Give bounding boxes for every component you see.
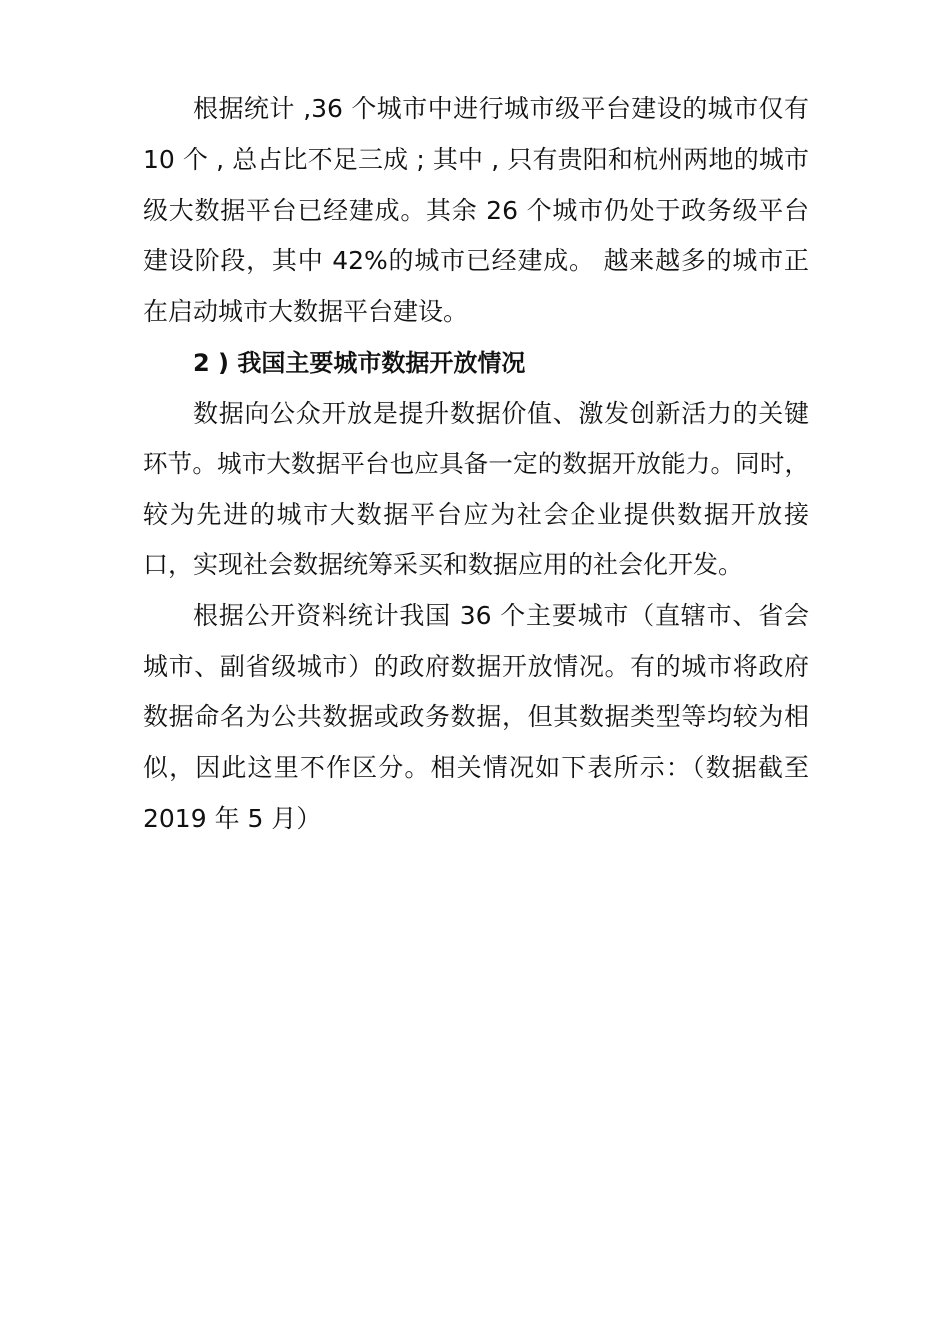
paragraph-1-line-3: 级大数据平台已经建成。其余 26 个城市仍处于政务级平台 [143,196,809,225]
paragraph-3-line-2: 城市、副省级城市）的政府数据开放情况。有的城市将政府 [143,652,809,681]
paragraph-1-line-2: 10 个 , 总占比不足三成 ; 其中 , 只有贵阳和杭州两地的城市 [143,145,809,174]
paragraph-1-line-4: 建设阶段，其中 42%的城市已经建成。 越来越多的城市正 [143,246,809,275]
paragraph-3-line-1: 根据公开资料统计我国 36 个主要城市（直辖市、省会 [193,601,809,630]
paragraph-3-line-3: 数据命名为公共数据或政务数据，但其数据类型等均较为相 [143,702,809,731]
section-heading: 2 ) 我国主要城市数据开放情况 [193,349,526,377]
paragraph-2-line-3: 较为先进的城市大数据平台应为社会企业提供数据开放接 [143,500,809,529]
paragraph-3-line-4: 似，因此这里不作区分。相关情况如下表所示：（数据截至 [143,753,809,782]
paragraph-3-line-5: 2019 年 5 月） [143,804,322,833]
paragraph-2-line-1: 数据向公众开放是提升数据价值、激发创新活力的关键 [193,399,809,428]
paragraph-2-line-4: 口，实现社会数据统筹采买和数据应用的社会化开发。 [143,550,744,579]
paragraph-1-line-5: 在启动城市大数据平台建设。 [143,297,469,326]
paragraph-1-line-1: 根据统计 ,36 个城市中进行城市级平台建设的城市仅有 [193,94,809,123]
paragraph-2-line-2: 环节。城市大数据平台也应具备一定的数据开放能力。同时， [143,449,809,478]
